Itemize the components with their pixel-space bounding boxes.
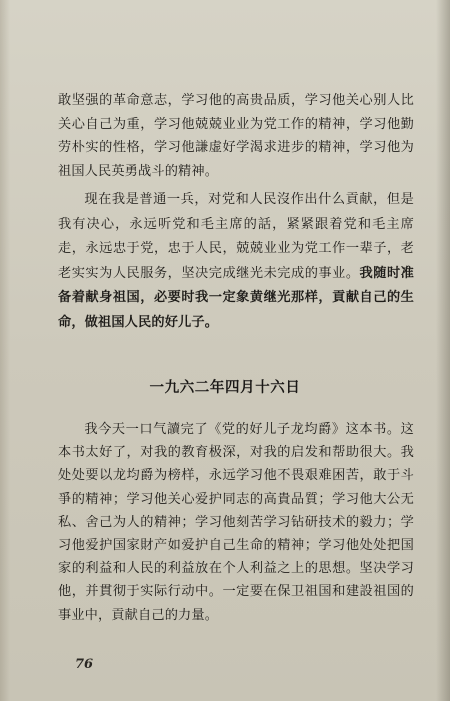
paragraph-1 (58, 89, 414, 183)
paragraph-3 (58, 418, 414, 627)
paragraph-2-text (58, 188, 414, 336)
page-number: 76 (75, 657, 94, 672)
paragraph-2-second-half: 我随时准备着献身祖国，必要时我一定象黄继光那样，貢献自己的生命，做祖国人民的好儿子。 (58, 265, 414, 330)
paragraph-2-first-half: 现在我是普通一兵，对党和人民沒作出什么貢献，但是我有决心，永远听党和毛主席的話，紧紧跟着党和毛主席走，永远忠于党，忠于人民，兢兢业业为党工作一辈子，老老实实为人民服务，坚决完成继光未完成的事业。 (58, 192, 414, 281)
diary-date-heading: 一九六二年四月十六日 (149, 379, 301, 396)
paragraph-2 (58, 188, 414, 336)
paragraph-1-text: 敢坚强的革命意志，学习他的高贵品质，学习他关心别人比关心自己为重，学习他兢兢业业为党工作的精神，学习他勤劳朴实的性格，学习他謙虚好学渴求进步的精神，学习他为祖国人民英勇战斗的精神。 (58, 93, 414, 179)
paragraph-3-text: 我今天一口气讀完了《党的好儿子龙均爵》这本书。这本书太好了，对我的教育极深，对我的启发和帮助很大。我处处要以龙均爵为榜样，永远学习他不畏艰难困苦，敢于斗爭的精神；学习他关心爱护同志的高貴品質；学习他大公无私、舍己为人的精神；学习他刻苦学习钻研技术的毅力；学习他爱护国家財产如爱护自己生命的精神；学习他处处把国家的利益和人民的利益放在个人利益之上的思想。坚决学习他，并貫彻于实际行动中。一定要在保卫祖国和建設祖国的事业中，貢献自己的力量。 (58, 422, 414, 623)
